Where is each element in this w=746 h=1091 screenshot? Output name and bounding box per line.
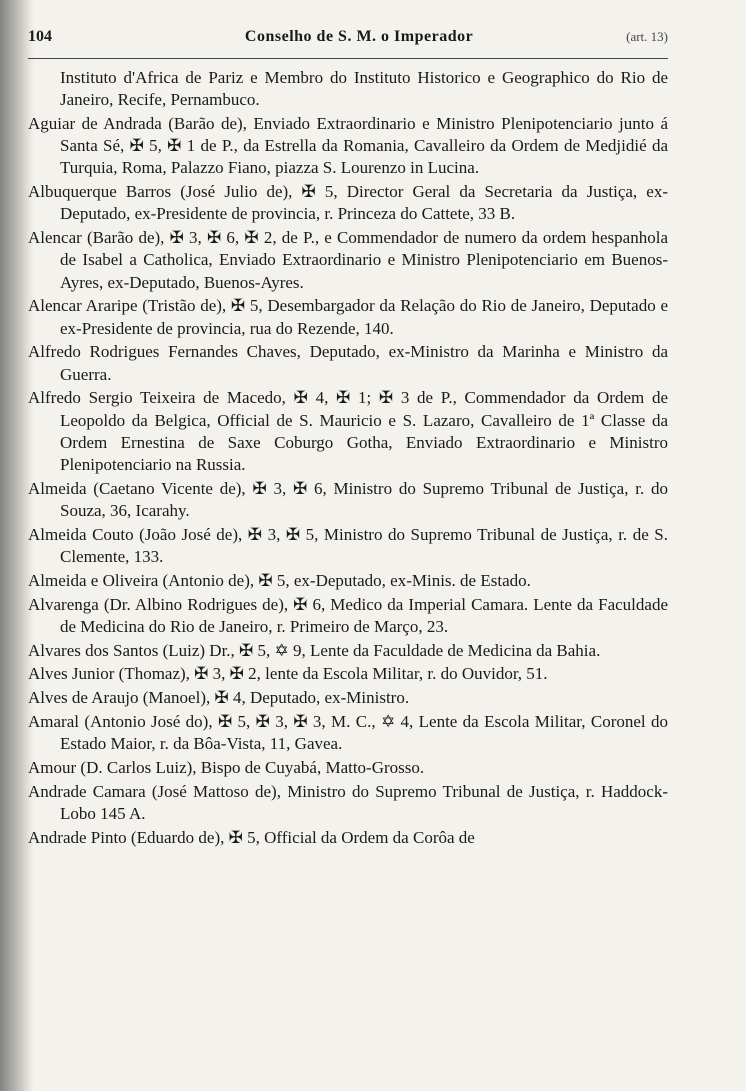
article-reference: (art. 13) [626, 29, 668, 44]
list-item: Alves Junior (Thomaz), ✠ 3, ✠ 2, lente da Escola Militar, r. do Ouvidor, 51. [28, 664, 548, 684]
list-item: Almeida (Caetano Vicente de), ✠ 3, ✠ 6, Ministro do Supremo Tribunal de Justiça, r. do Souza, 36, Icarahy. [28, 478, 668, 521]
list-item: Andrade Camara (José Mattoso de), Ministro do Supremo Tribunal de Justiça, r. Haddock-Lobo 145 A. [28, 781, 668, 823]
list-item: Amaral (Antonio José do), ✠ 5, ✠ 3, ✠ 3, M. C., ✡ 4, Lente da Escola Militar, Coronel do Estado Maior, r. da Bôa-Vista, 11, Gavea. [28, 712, 668, 754]
list-item: Instituto d'Africa de Pariz e Membro do Instituto Historico e Geographico do Rio de Janeiro, Recife, Pernambuco. [60, 68, 668, 110]
entry-list [28, 67, 668, 849]
list-item: Alencar (Barão de), ✠ 3, ✠ 6, ✠ 2, de P., e Commendador de numero da ordem hespanhola de Isabel a Catholica, Enviado Extraordinario e Ministro Plenipotenciario em Buenos-Ayres, ex-Deputado, Buenos-Ayres. [28, 228, 668, 292]
list-item: Almeida e Oliveira (Antonio de), ✠ 5, ex-Deputado, ex-Minis. de Estado. [28, 570, 531, 590]
list-item: Almeida Couto (João José de), ✠ 3, ✠ 5, Ministro do Supremo Tribunal de Justiça, r. de S. Clemente, 133. [28, 524, 668, 567]
page-header [28, 28, 668, 52]
list-item: Alvarenga (Dr. Albino Rodrigues de), ✠ 6, Medico da Imperial Camara. Lente da Faculdade de Medicina do Rio de Janeiro, r. Primeiro de Março, 23. [28, 594, 668, 636]
list-item: Alvares dos Santos (Luiz) Dr., ✠ 5, ✡ 9, Lente da Faculdade de Medicina da Bahia. [28, 640, 601, 660]
list-item: Andrade Pinto (Eduardo de), ✠ 5, Official da Ordem da Corôa de [28, 827, 475, 847]
list-item: Alencar Araripe (Tristão de), ✠ 5, Desembargador da Relação do Rio de Janeiro, Deputado e ex-Presidente de provincia, rua do Rezende, 140. [28, 296, 668, 338]
book-page [28, 28, 668, 851]
list-item: Alfredo Sergio Teixeira de Macedo, ✠ 4, ✠ 1; ✠ 3 de P., Commendador da Ordem de Leopoldo da Belgica, Official de S. Mauricio e S. Lazaro, Cavalleiro de 1ª Classe da Ordem Ernestina de Saxe Coburgo Gotha, Enviado Extraordinario e Ministro Plenipotenciario na Russia. [28, 388, 668, 475]
header-rule [28, 58, 668, 59]
list-item: Aguiar de Andrada (Barão de), Enviado Extraordinario e Ministro Plenipotenciario junto á Santa Sé, ✠ 5, ✠ 1 de P., da Estrella da Romania, Cavalleiro da Ordem de Medjidié da Turquia, Roma, Palazzo Fiano, piazza S. Lourenzo in Lucina. [28, 114, 668, 178]
list-item: Albuquerque Barros (José Julio de), ✠ 5, Director Geral da Secretaria da Justiça, ex-Deputado, ex-Presidente de provincia, r. Princeza do Cattete, 33 B. [28, 182, 668, 224]
list-item: Amour (D. Carlos Luiz), Bispo de Cuyabá, Matto-Grosso. [28, 758, 425, 777]
list-item: Alves de Araujo (Manoel), ✠ 4, Deputado, ex-Ministro. [28, 688, 410, 708]
running-title: Conselho de S. M. o Imperador [244, 28, 474, 45]
page-number: 104 [28, 28, 52, 45]
list-item: Alfredo Rodrigues Fernandes Chaves, Deputado, ex-Ministro da Marinha e Ministro da Guerra. [28, 342, 668, 384]
